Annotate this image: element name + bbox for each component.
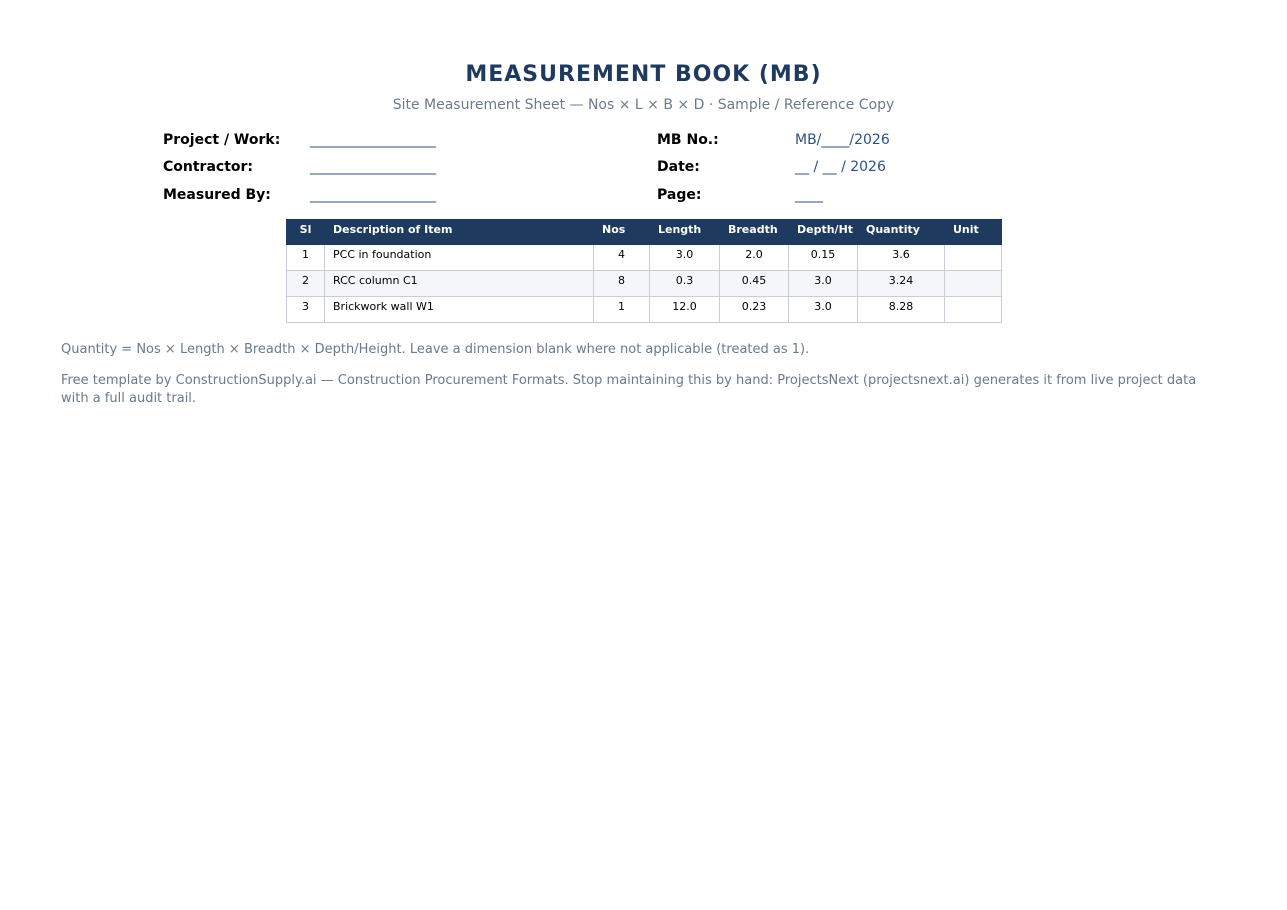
- cell-depth[interactable]: 3.0: [789, 271, 858, 297]
- cell-depth[interactable]: 3.0: [789, 297, 858, 323]
- cell-description[interactable]: Brickwork wall W1: [325, 297, 594, 323]
- cell-quantity: 3.24: [858, 271, 945, 297]
- cell-nos[interactable]: 1: [594, 297, 650, 323]
- cell-sl: 1: [287, 245, 325, 271]
- cell-sl: 3: [287, 297, 325, 323]
- column-header-sl: Sl: [287, 220, 325, 245]
- measured-by-label: Measured By:: [163, 187, 271, 203]
- column-header-nos: Nos: [594, 220, 650, 245]
- mb-no-field[interactable]: MB/____/2026: [795, 132, 890, 148]
- project-work-label: Project / Work:: [163, 132, 281, 148]
- cell-unit[interactable]: [945, 271, 1002, 297]
- column-header-description: Description of Item: [325, 220, 594, 245]
- cell-breadth[interactable]: 0.45: [720, 271, 789, 297]
- measurement-table: [286, 219, 1002, 323]
- column-header-length: Length: [650, 220, 720, 245]
- cell-quantity: 3.6: [858, 245, 945, 271]
- page-field[interactable]: ____: [795, 187, 823, 203]
- cell-length[interactable]: 12.0: [650, 297, 720, 323]
- cell-nos[interactable]: 4: [594, 245, 650, 271]
- cell-nos[interactable]: 8: [594, 271, 650, 297]
- cell-depth[interactable]: 0.15: [789, 245, 858, 271]
- cell-description[interactable]: RCC column C1: [325, 271, 594, 297]
- page-label: Page:: [657, 187, 702, 203]
- cell-unit[interactable]: [945, 297, 1002, 323]
- cell-length[interactable]: 0.3: [650, 271, 720, 297]
- formula-note: Quantity = Nos × Length × Breadth × Depth/Height. Leave a dimension blank where not applicable (treated as 1).: [61, 342, 810, 357]
- cell-sl: 2: [287, 271, 325, 297]
- cell-length[interactable]: 3.0: [650, 245, 720, 271]
- measured-by-field[interactable]: __________________: [310, 187, 436, 203]
- cell-breadth[interactable]: 2.0: [720, 245, 789, 271]
- cell-unit[interactable]: [945, 245, 1002, 271]
- contractor-field[interactable]: __________________: [310, 159, 436, 175]
- page-title: MEASUREMENT BOOK (MB): [465, 62, 822, 87]
- contractor-label: Contractor:: [163, 159, 254, 175]
- column-header-depth: Depth/Ht: [789, 220, 858, 245]
- page-subtitle: Site Measurement Sheet — Nos × L × B × D · Sample / Reference Copy: [392, 97, 895, 113]
- column-header-unit: Unit: [945, 220, 1002, 245]
- date-label: Date:: [657, 159, 700, 175]
- date-field[interactable]: __ / __ / 2026: [795, 159, 886, 175]
- table-row: [287, 271, 1002, 297]
- column-header-quantity: Quantity: [858, 220, 945, 245]
- cell-breadth[interactable]: 0.23: [720, 297, 789, 323]
- column-header-breadth: Breadth: [720, 220, 789, 245]
- table-row: [287, 245, 1002, 271]
- mb-no-label: MB No.:: [657, 132, 719, 148]
- footer-note: Free template by ConstructionSupply.ai — Construction Procurement Formats. Stop maintaining this by hand: ProjectsNext (projectsnext.ai) generates it from live project data with a full audit trail.: [61, 373, 1197, 406]
- cell-quantity: 8.28: [858, 297, 945, 323]
- cell-description[interactable]: PCC in foundation: [325, 245, 594, 271]
- project-work-field[interactable]: __________________: [310, 132, 436, 148]
- table-row: [287, 297, 1002, 323]
- table-header-row: [287, 220, 1002, 245]
